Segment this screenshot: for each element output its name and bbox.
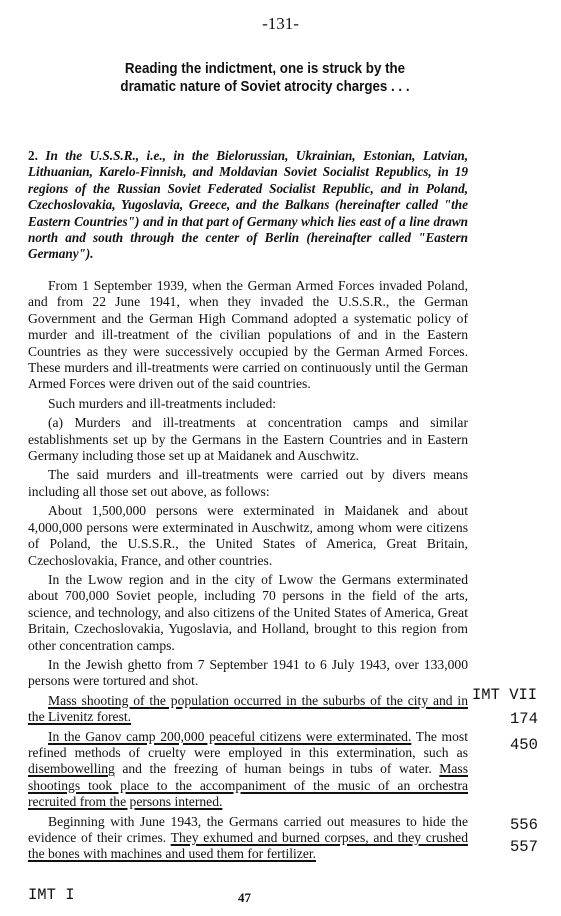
body-text bbox=[28, 278, 468, 866]
paragraph-7: In the Jewish ghetto from 7 September 1941 to 6 July 1943, over 133,000 persons were tortured and shot. bbox=[28, 656, 468, 689]
paragraph-9 bbox=[28, 729, 468, 811]
heading bbox=[76, 60, 453, 96]
footer-source: IMT I bbox=[28, 886, 75, 904]
underlined-word: disembowelling bbox=[28, 761, 115, 777]
paragraph-10-text: Beginning with June 1943, the Germans carried out measures to hide the evidence of their crimes. bbox=[28, 813, 468, 845]
marginal-note-page: 450 bbox=[510, 736, 538, 754]
paragraph-9-text: The most refined methods of cruelty were employed in this extermination, such as bbox=[28, 728, 468, 760]
underlined-passage-2: In the Ganov camp 200,000 peaceful citizens were exterminated. bbox=[48, 728, 412, 744]
paragraph-8 bbox=[28, 693, 468, 726]
paragraph-10 bbox=[28, 814, 468, 863]
marginal-note-page: 556 bbox=[510, 816, 538, 834]
paragraph-1: From 1 September 1939, when the German Armed Forces invaded Poland, and from 22 June 1941, when they invaded the U.S.S.R., the German Government and the German High Command adopted a systematic policy of murder and ill-treatment of the civilian populations of and in the Eastern Countries as they were successively occupied by the German Armed Forces. These murders and ill-treatments were carried on continuously until the German Armed Forces were driven out of the said countries. bbox=[28, 278, 468, 392]
heading-line-2: dramatic nature of Soviet atrocity charges . . . bbox=[120, 79, 410, 95]
marginal-note-page: 174 bbox=[510, 710, 538, 728]
paragraph-6: In the Lwow region and in the city of Lwow the Germans exterminated about 700,000 Soviet people, including 70 persons in the field of the arts, science, and technology, and also citizens of the United States of America, Great Britain, Czechoslovakia, Yugoslavia, and Holland, brought to this region from other concentration camps. bbox=[28, 571, 468, 653]
underlined-passage-4: They exhumed and burned corpses, and they crushed the bones with machines and used them for fertilizer. bbox=[28, 830, 468, 862]
paragraph-2: Such murders and ill-treatments included: bbox=[48, 395, 277, 411]
paragraph-5: About 1,500,000 persons were exterminated in Maidanek and about 4,000,000 persons were exterminated in Auschwitz, among whom were citizens of Poland, the U.S.S.R., the United States of America, Great Britain, Czechoslovakia, France, and other countries. bbox=[28, 503, 468, 568]
paragraph-9-text-2: and the freezing of human beings in tubs of water. bbox=[114, 761, 440, 777]
underlined-passage-1: Mass shooting of the population occurred in the suburbs of the city and in the Livenitz forest. bbox=[28, 692, 468, 725]
section-number: 2. bbox=[28, 148, 38, 163]
heading-line-1: Reading the indictment, one is struck by the bbox=[124, 61, 406, 77]
page-number-top: -131- bbox=[262, 14, 299, 33]
footer-page-number: 47 bbox=[238, 890, 251, 905]
section-2-italic bbox=[28, 148, 468, 263]
paragraph-3: (a) Murders and ill-treatments at concentration camps and similar establishments set up by the Germans in the Eastern Countries and in Eastern Germany including those set up at Maidanek and Auschwitz. bbox=[28, 415, 468, 464]
underlined-passage-3: Mass shootings took place to the accompaniment of the music of an orchestra recruited from the persons interned. bbox=[28, 761, 468, 810]
marginal-note-source: IMT VII bbox=[472, 686, 538, 704]
section-italic-text: In the U.S.S.R., i.e., in the Bielorussian, Ukrainian, Estonian, Latvian, Lithuanian, Karelo-Finnish, and Moldavian Soviet Socialist Republics, in 19 regions of the Russian Soviet Federated Socialist Republic, and in Poland, Czechoslovakia, Yugoslavia, Greece, and the Balkans (hereinafter called "the Eastern Countries") and in that part of Germany which lies east of a line drawn north and south through the center of Berlin (hereinafter called "Eastern Germany"). bbox=[28, 148, 468, 262]
paragraph-4: The said murders and ill-treatments were carried out by divers means including all those set out above, as follows: bbox=[28, 467, 468, 499]
marginal-note-page: 557 bbox=[510, 838, 538, 856]
